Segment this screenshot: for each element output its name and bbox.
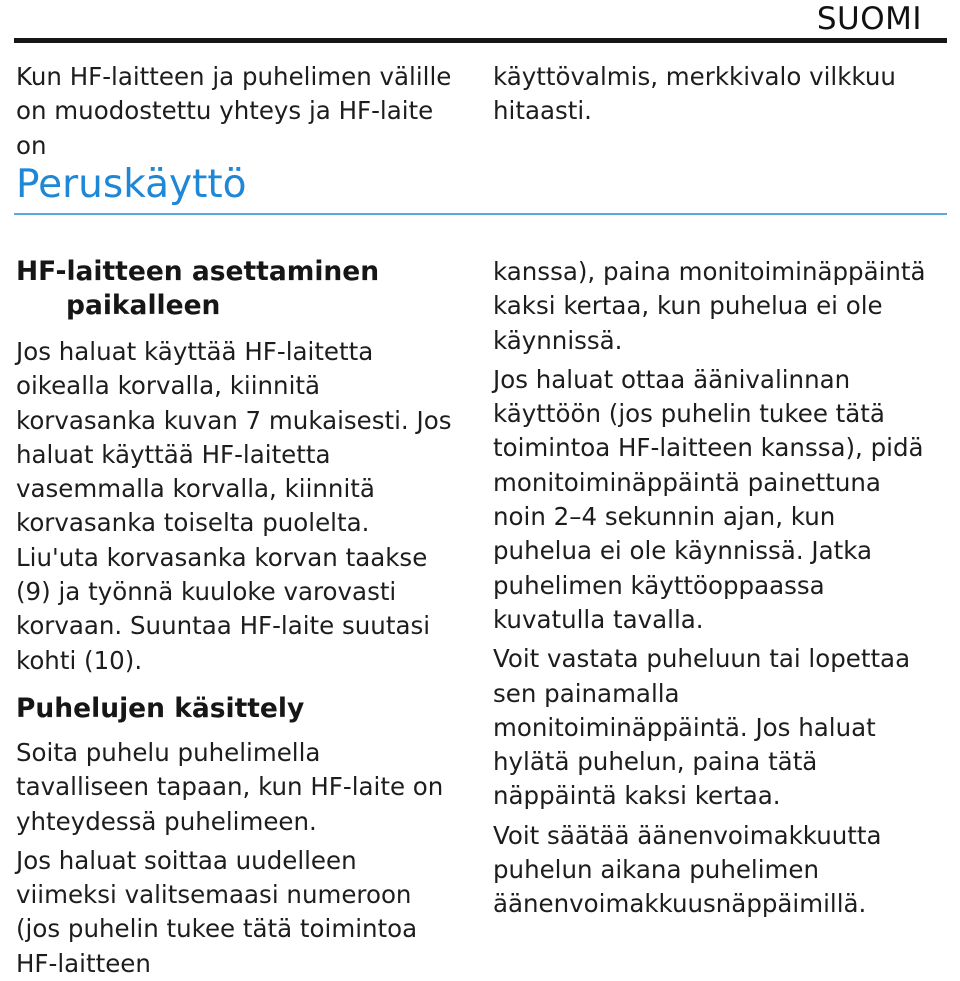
heading-placement-line1: HF-laitteen asettaminen xyxy=(16,256,380,287)
voice-dial-paragraph: Jos haluat ottaa äänivalinnan käyttöön (jos puhelin tukee tätä toimintoa HF-laitteen kanssa), pidä monitoiminäppäintä painettuna noin 2–4 sekunnin ajan, kun puhelua ei ole käynnissä. Jatka puhelimen käyttöoppaassa kuvatulla tavalla. xyxy=(493,364,924,634)
redial-paragraph: Jos haluat soittaa uudelleen viimeksi valitsemaasi numeroon (jos puhelin tukee tätä toimintoa HF-laitteen xyxy=(16,845,418,978)
section-rule xyxy=(14,213,947,215)
right-column xyxy=(493,255,933,922)
redial-paragraph-continued: kanssa), paina monitoiminäppäintä kaksi kertaa, kun puhelua ei ole käynnissä. xyxy=(493,257,926,355)
intro-right-column xyxy=(493,60,933,129)
language-label: SUOMI xyxy=(816,1,922,37)
heading-placement-line2: paikalleen xyxy=(66,290,221,321)
volume-paragraph: Voit säätää äänenvoimakkuutta puhelun aikana puhelimen äänenvoimakkuusnäppäimillä. xyxy=(493,820,882,919)
intro-left-column xyxy=(16,60,456,163)
intro-paragraph-right: käyttövalmis, merkkivalo vilkkuu hitaasti. xyxy=(493,62,896,126)
call-paragraph: Soita puhelu puhelimella tavalliseen tapaan, kun HF-laite on yhteydessä puhelimeen. xyxy=(16,737,444,836)
section-title: Peruskäyttö xyxy=(16,162,247,207)
header-rule xyxy=(14,38,947,43)
answer-end-paragraph: Voit vastata puheluun tai lopettaa sen painamalla monitoiminäppäintä. Jos haluat hylätä puhelun, paina tätä näppäintä kaksi kertaa. xyxy=(493,644,911,811)
heading-placement xyxy=(16,255,456,323)
left-column xyxy=(16,255,456,981)
intro-paragraph-left: Kun HF-laitteen ja puhelimen välille on muodostettu yhteys ja HF-laite on xyxy=(16,62,452,160)
heading-call-handling: Puhelujen käsittely xyxy=(16,692,305,724)
placement-paragraph: Jos haluat käyttää HF-laitetta oikealla korvalla, kiinnitä korvasanka kuvan 7 mukaisesti. Jos haluat käyttää HF-laitetta vasemmalla korvalla, kiinnitä korvasanka toiselta puolelta. Liu'uta korvasanka korvan taakse (9) ja työnnä kuuloke varovasti korvaan. Suuntaa HF-laite suutasi kohti (10). xyxy=(16,337,452,675)
